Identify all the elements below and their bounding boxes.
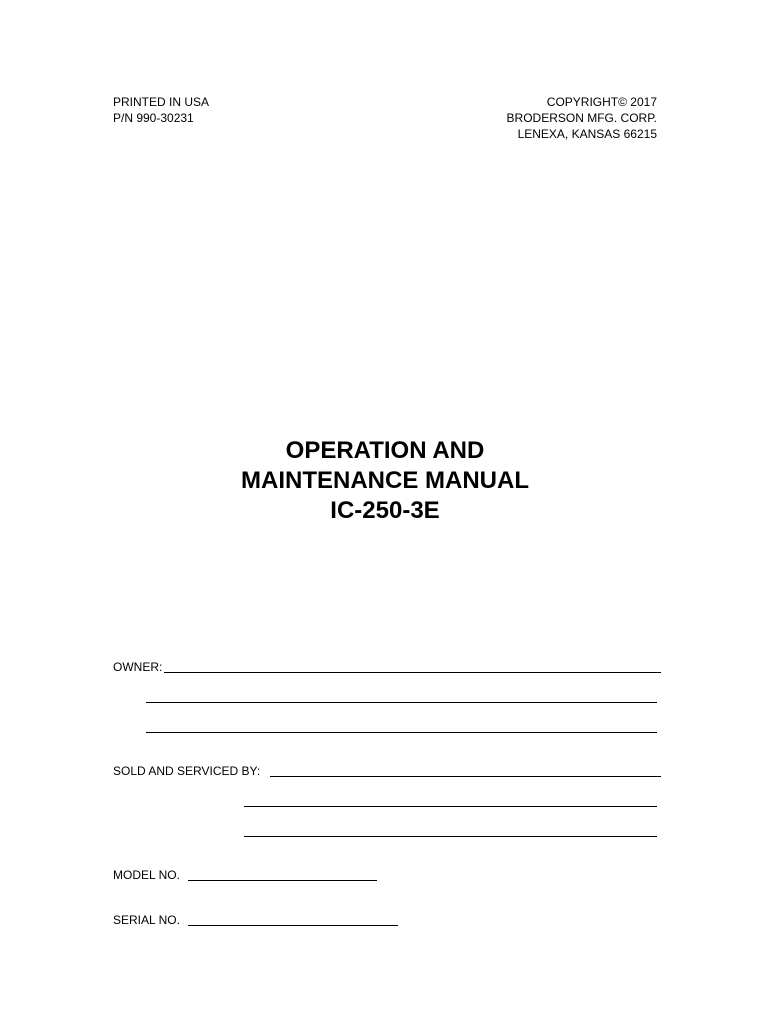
copyright-line: COPYRIGHT© 2017: [546, 95, 657, 109]
title-line-2: MAINTENANCE MANUAL: [241, 467, 529, 494]
owner-line-2[interactable]: [146, 702, 657, 703]
owner-line[interactable]: [164, 672, 661, 673]
sold-serviced-line[interactable]: [270, 776, 661, 777]
printed-in-label: PRINTED IN USA: [113, 95, 210, 109]
sold-serviced-line-2[interactable]: [244, 806, 657, 807]
printing-info: [113, 94, 209, 126]
company-address: LENEXA, KANSAS 66215: [517, 127, 657, 141]
sold-serviced-line-3[interactable]: [244, 836, 657, 837]
manual-title: [0, 436, 770, 526]
serial-number-line[interactable]: [188, 925, 398, 926]
company-name: BRODERSON MFG. CORP.: [506, 111, 657, 125]
copyright-info: [507, 94, 657, 142]
serial-number-label: SERIAL NO.: [113, 913, 180, 927]
sold-serviced-label: SOLD AND SERVICED BY:: [113, 764, 261, 778]
model-number-label: MODEL NO.: [113, 868, 180, 882]
title-line-1: OPERATION AND: [285, 437, 485, 464]
owner-line-3[interactable]: [146, 732, 657, 733]
owner-label: OWNER:: [113, 660, 163, 674]
title-line-3: IC-250-3E: [330, 497, 440, 524]
model-number-line[interactable]: [188, 880, 377, 881]
part-number: P/N 990-30231: [113, 111, 194, 125]
